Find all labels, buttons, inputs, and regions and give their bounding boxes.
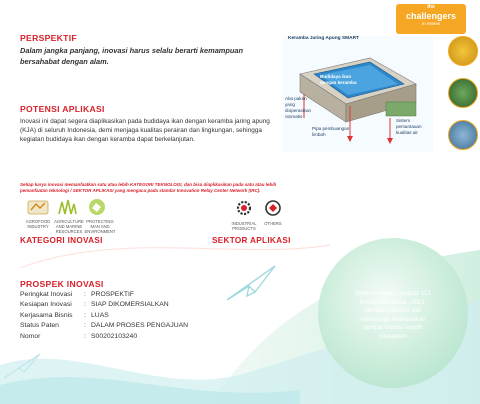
diagram-label-left: Alat pakan yang dioperasikan otomatis <box>285 96 312 119</box>
photo-circle-3 <box>448 120 478 150</box>
row-value: LUAS <box>91 311 109 319</box>
sector-industrial: INDUSTRIAL PRODUCTS <box>231 221 257 231</box>
category-agriculture: AGRICULTURE AND MARINE RESOURCES <box>54 219 84 234</box>
kategori-heading: KATEGORI INOVASI <box>20 236 103 245</box>
agriculture-icon <box>56 198 78 216</box>
prospek-row <box>20 290 240 300</box>
diagram-label-center: Budidaya ikan dengan keramba <box>320 74 357 85</box>
logo-sub: in review <box>421 21 441 26</box>
photo-circle-2 <box>448 78 478 108</box>
airplane-icon <box>2 352 42 380</box>
prospek-row <box>20 311 240 321</box>
prospek-row <box>20 332 240 342</box>
logo-the: the <box>427 4 435 10</box>
diagram-title: Keramba Jaring Apung SMART <box>288 36 359 41</box>
environment-icon <box>86 198 108 216</box>
row-label: Kerjasama Bisnis <box>20 311 73 319</box>
category-environment: PROTECTING MAN AND ENVIRONMENT <box>84 219 116 234</box>
prospek-table <box>20 290 240 342</box>
row-label: Kesiapan Inovasi <box>20 301 72 309</box>
prospek-heading: PROSPEK INOVASI <box>20 279 104 289</box>
row-colon: : <box>84 301 86 309</box>
row-value: DALAM PROSES PENGAJUAN <box>91 322 189 330</box>
row-value: S00202103240 <box>91 332 138 340</box>
photo-circle-1 <box>448 36 478 66</box>
sector-others: OTHERS <box>264 221 282 226</box>
diagram-label-bottom: Pipa pembuangan limbah <box>312 126 350 137</box>
challengers-logo <box>396 4 466 34</box>
circle-text: Demi meraihsu pasaran 113 Inovasi Indonesia - 2021, identitas inovator dan institusinya dirahasiakan sampai inovasi terpilih ditetapkan <box>355 291 431 340</box>
category-note: Setiap karya inovasi memanfaatkan satu atau lebih KATEGORI TEKNOLOGI, dan bisa diaplikasikan pada satu atau lebih pemanfaatan teknologi / SEKTOR APLIKASI yang mengacu pada standar Innovation Relay Center Network (IRC). <box>20 182 277 194</box>
perspektif-text: Dalam jangka panjang, inovasi harus selalu berarti kemampuan bersahabat dengan alam. <box>20 46 244 66</box>
potensi-text: Inovasi ini dapat segera diaplikasikan pada budidaya ikan dengan keramba jaring apung (KJA) di seluruh Indonesia, demi menjaga kualitas perairan dan lingkungan, sehingga kegiatan budidaya ikan dengan keramba dapat berkelanjutan. <box>20 118 270 144</box>
row-colon: : <box>84 322 86 330</box>
potensi-heading: POTENSI APLIKASI <box>20 104 105 114</box>
diagram-label-right: Sistem pemantauan kualitas air <box>396 118 422 135</box>
industrial-gear-icon <box>234 198 254 218</box>
row-label: Status Paten <box>20 322 59 330</box>
others-icon <box>263 198 283 218</box>
row-colon: : <box>84 332 86 340</box>
sektor-heading: SEKTOR APLIKASI <box>212 236 291 245</box>
row-value: SIAP DIKOMERSIALKAN <box>91 301 169 309</box>
row-label: Peringkat Inovasi <box>20 291 73 298</box>
row-label: Nomor <box>20 332 41 340</box>
perspektif-heading: PERSPEKTIF <box>20 33 77 43</box>
logo-main: challengers <box>405 11 457 21</box>
category-agrofood: AGROFOOD INDUSTRY <box>25 219 51 229</box>
row-value: PROSPEKTIF <box>91 291 135 298</box>
row-colon: : <box>84 311 86 319</box>
agrofood-icon <box>27 198 49 216</box>
prospek-row <box>20 321 240 331</box>
prospek-row <box>20 300 240 310</box>
row-colon: : <box>84 291 86 298</box>
